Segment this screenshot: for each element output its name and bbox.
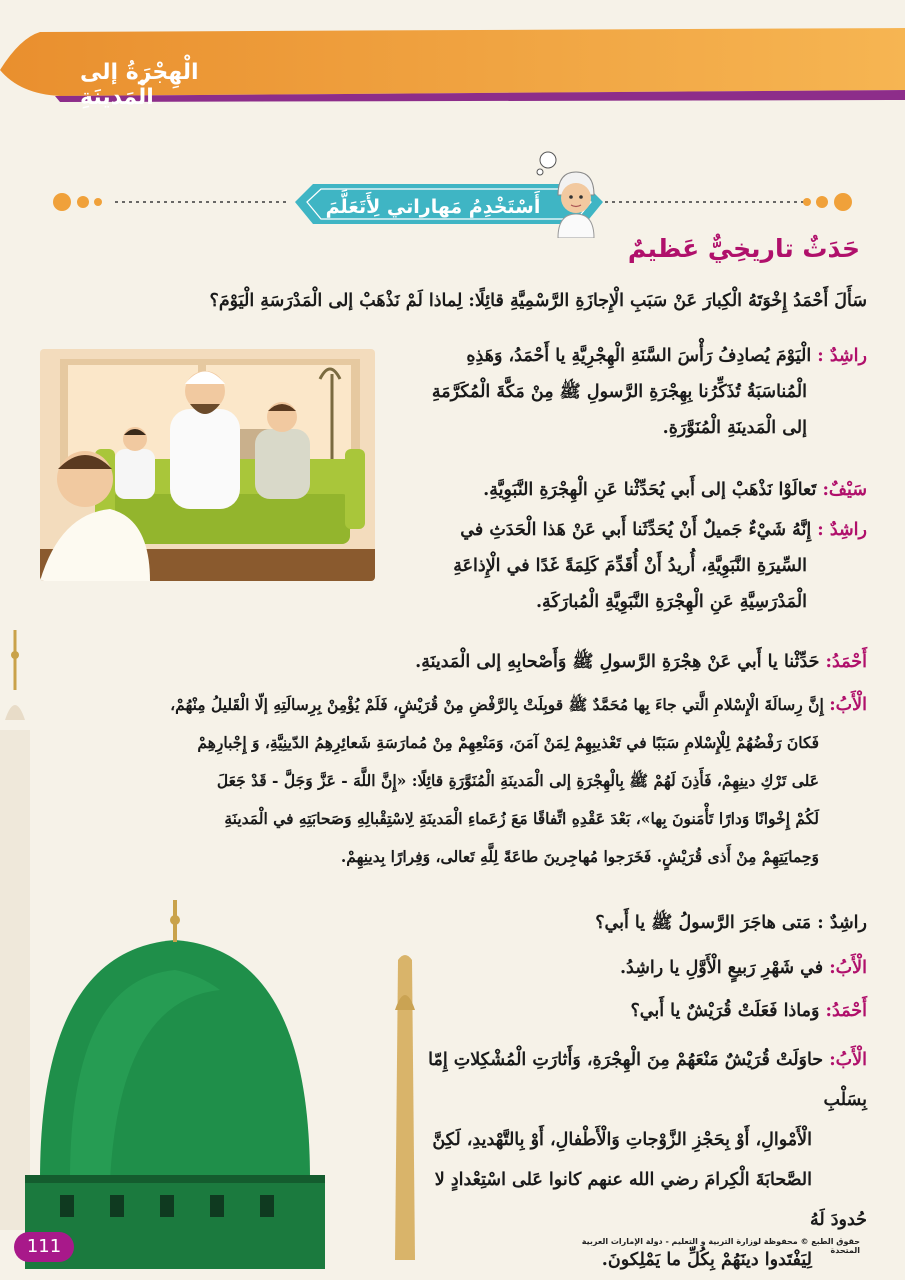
dialogue-line: الْمَدْرَسِيَّةِ عَنِ الْهِجْرَةِ النَّبَوِيَّةِ الْمُبارَكَةِ.: [535, 592, 807, 612]
speaker-label: الْأَبُ:: [829, 1050, 867, 1070]
dialogue-father-1: [37, 686, 867, 876]
dialogue-line: مَتى هاجَرَ الرَّسولُ ﷺ يا أَبي؟: [595, 913, 812, 933]
dialogue-saif: [387, 472, 867, 508]
speaker-label: سَيْفٌ:: [822, 480, 867, 500]
dialogue-line: الْيَوْمَ يُصادِفُ رَأْسَ السَّنَةِ الْهِجْرِيَّةِ يا أَحْمَدُ، وَهَذِهِ: [466, 346, 812, 366]
dialogue-line: لَكُمْ إِخْوانًا وَدارًا تَأْمَنونَ بِها»، بَعْدَ عَقْدِهِ اتِّفاقًا مَعَ زُعَماءِ الْمَدينَةِ لِاسْتِقْبالِهِ وَصَحابَتِهِ في الْمَدينَةِ: [224, 809, 819, 828]
dialogue-rashid-2: [387, 512, 867, 620]
dialogue-line: وَحِمايَتِهِمْ مِنْ أَذى قُرَيْشٍ. فَخَرَجوا مُهاجِرينَ طاعَةً لِلَّهِ تَعالى، وَفِرارًا بِدينِهِمْ.: [340, 847, 819, 866]
unit-title: الْهِجْرَةُ إلى الْمَدينَةِ: [80, 60, 199, 110]
dialogue-line: إِنَّ رِسالَةَ الْإِسْلامِ الَّتي جاءَ بِها مُحَمَّدٌ ﷺ قوبِلَتْ بِالرَّفْضِ مِنْ قُرَيْشٍ، فَلَمْ يُؤْمِنْ بِرِسالَتِهِ إلّا الْقَليلُ مِنْهُمْ،: [170, 695, 824, 714]
skills-label: أَسْتَخْدِمُ مَهاراتي لِأَتَعَلَّمَ: [325, 196, 541, 218]
dialogue-ahmed-1: [37, 644, 867, 680]
dialogue-rashid-1: [387, 338, 867, 446]
speaker-label: الْأَبُ:: [829, 695, 867, 715]
intro-paragraph: سَأَلَ أَحْمَدُ إِخْوَتَهُ الْكِبارَ عَنْ سَبَبِ الْإِجازَةِ الرَّسْمِيَّةِ قائِلًا: لِماذا لَمْ نَذْهَبْ إلى الْمَدْرَسَةِ الْيَوْمَ؟: [209, 291, 867, 311]
dialogue-line: عَلى تَرْكِ دينِهِمْ، فَأَذِنَ لَهُمْ ﷺ بِالْهِجْرَةِ إلى الْمَدينَةِ الْمُنَوَّرَةِ قائِلًا: «إِنَّ اللَّهَ - عَزَّ وَجَلَّ - قَدْ جَعَلَ: [216, 771, 819, 790]
page-number: 111: [14, 1232, 74, 1262]
dialogue-rashid-3: [387, 905, 867, 941]
lesson-title: حَدَثٌ تاريخِيٌّ عَظيمٌ: [627, 234, 860, 263]
speaker-label: الْأَبُ:: [829, 958, 867, 978]
speaker-label: أَحْمَدُ:: [825, 1001, 867, 1021]
speaker-label: راشِدٌ :: [817, 913, 867, 933]
copyright-notice: حقوق الطبع © محفوظة لوزارة التربية و التعليم - دولة الإمارات العربية المتحدة: [581, 1237, 860, 1255]
dialogue-line: في شَهْرِ رَبيعٍ الْأَوَّلِ يا راشِدُ.: [619, 958, 824, 978]
dialogue-line: فَكانَ رَفْضُهُمْ لِلْإِسْلامِ سَبَبًا في تَعْذيبِهِمْ لِمَنْ آمَنَ، وَمَنْعِهِمْ مِنْ مُمارَسَةِ شَعائِرِهِمُ الدّينِيَّةِ، وَ إِجْبارِهِمْ: [197, 733, 819, 752]
dialogue-line: تَعالَوْا نَذْهَبْ إلى أَبي يُحَدِّثْنا عَنِ الْهِجْرَةِ النَّبَوِيَّةِ.: [483, 480, 817, 500]
dialogue-ahmed-2: [387, 993, 867, 1029]
dialogue-line: إلى الْمَدينَةِ الْمُنَوَّرَةِ.: [662, 418, 807, 438]
dialogue-father-2: [387, 950, 867, 986]
speaker-label: راشِدٌ :: [817, 520, 867, 540]
dialogue-line: الصَّحابَةَ الْكِرامَ رضي الله عنهم كانوا عَلى اسْتِعْدادٍ لا حُدودَ لَهُ: [434, 1170, 867, 1230]
dialogue-line: الْأَمْوالِ، أَوْ بِحَجْزِ الزَّوْجاتِ وَالْأَطْفالِ، أَوْ بِالتَّهْديدِ، لَكِنَّ: [432, 1130, 812, 1150]
dialogue-line: إِنَّهُ شَيْءٌ جَميلٌ أَنْ يُحَدِّثَنا أَبي عَنْ هَذا الْحَدَثِ في: [460, 520, 812, 540]
speaker-label: أَحْمَدُ:: [825, 652, 867, 672]
family-illustration: [40, 349, 375, 581]
dialogue-line: السِّيرَةِ النَّبَوِيَّةِ، أُريدُ أَنْ أُقَدِّمَ كَلِمَةً غَدًا في الْإِذاعَةِ: [453, 556, 807, 576]
thinking-boy-icon: [528, 150, 598, 238]
speaker-label: راشِدٌ :: [817, 346, 867, 366]
dialogue-line: حاوَلَتْ قُرَيْشٌ مَنْعَهُمْ مِنَ الْهِجْرَةِ، وَأَثارَتِ الْمُشْكِلاتِ إِمّا بِسَلْبِ: [428, 1050, 867, 1110]
dialogue-line: حَدِّثْنا يا أَبي عَنْ هِجْرَةِ الرَّسولِ ﷺ وَأَصْحابِهِ إلى الْمَدينَةِ.: [415, 652, 820, 672]
dialogue-line: لِيَفْتَدوا دينَهُمْ بِكُلِّ ما يَمْلِكونَ.: [601, 1250, 812, 1270]
dialogue-line: وَماذا فَعَلَتْ قُرَيْشٌ يا أَبي؟: [630, 1001, 820, 1021]
dialogue-line: الْمُناسَبَةُ تُذَكِّرُنا بِهِجْرَةِ الرَّسولِ ﷺ مِنْ مَكَّةَ الْمُكَرَّمَةِ: [431, 382, 807, 402]
